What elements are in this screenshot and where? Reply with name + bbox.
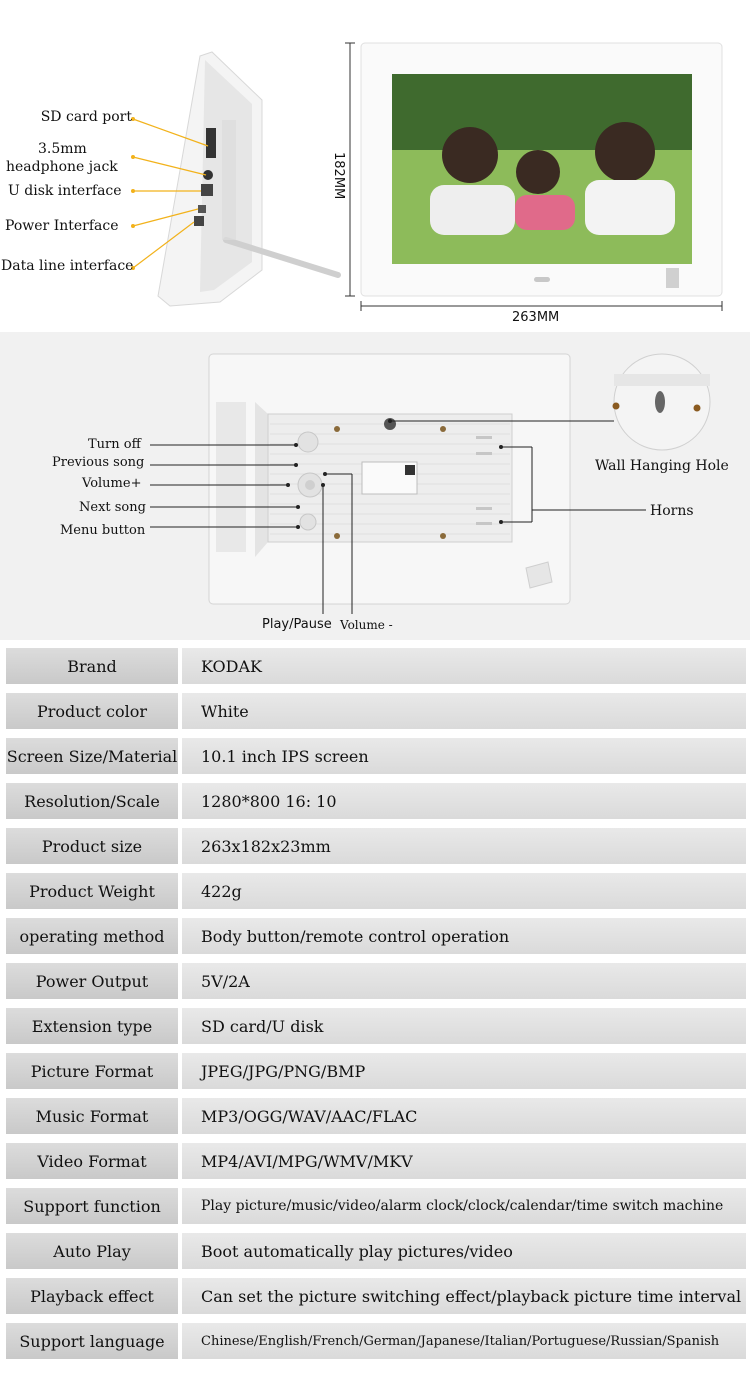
spec-value: White xyxy=(182,693,746,729)
headphone-jack-label-line1: 3.5mm xyxy=(38,141,87,157)
data-line-interface-label: Data line interface xyxy=(1,258,134,274)
spec-key: Extension type xyxy=(6,1008,178,1044)
spec-value: KODAK xyxy=(182,648,746,684)
volume-minus-label: Volume - xyxy=(340,618,393,632)
headphone-jack-label-line2: headphone jack xyxy=(6,159,118,175)
spec-row-playback-effect xyxy=(6,1278,746,1314)
horns-label: Horns xyxy=(650,503,694,519)
spec-row-product-size xyxy=(6,828,746,864)
spec-row-brand xyxy=(6,648,746,684)
spec-value: Play picture/music/video/alarm clock/clock/calendar/time switch machine xyxy=(182,1188,746,1224)
play-pause-label: Play/Pause xyxy=(262,617,332,632)
spec-row-product-weight xyxy=(6,873,746,909)
spec-value: MP4/AVI/MPG/WMV/MKV xyxy=(182,1143,746,1179)
spec-row-support-function xyxy=(6,1188,746,1224)
spec-value: Can set the picture switching effect/playback picture time interval xyxy=(182,1278,746,1314)
spec-value: 5V/2A xyxy=(182,963,746,999)
spec-value: Chinese/English/French/German/Japanese/Italian/Portuguese/Russian/Spanish xyxy=(182,1323,746,1359)
sd-card-port-label: SD card port xyxy=(40,109,132,125)
spec-value: Boot automatically play pictures/video xyxy=(182,1233,746,1269)
u-disk-interface-label: U disk interface xyxy=(8,183,122,199)
spec-value: 263x182x23mm xyxy=(182,828,746,864)
frame-back-view xyxy=(209,354,570,604)
next-song-label: Next song xyxy=(79,500,146,515)
spec-key: Resolution/Scale xyxy=(6,783,178,819)
spec-row-operating-method xyxy=(6,918,746,954)
frame-front-view xyxy=(361,43,722,296)
spec-value: JPEG/JPG/PNG/BMP xyxy=(182,1053,746,1089)
spec-value: 1280*800 16: 10 xyxy=(182,783,746,819)
power-interface-label: Power Interface xyxy=(5,218,119,234)
spec-key: Support language xyxy=(6,1323,178,1359)
turn-off-label: Turn off xyxy=(88,437,141,452)
spec-value: MP3/OGG/WAV/AAC/FLAC xyxy=(182,1098,746,1134)
spec-key: Video Format xyxy=(6,1143,178,1179)
side-front-view-section xyxy=(0,0,750,332)
spec-value: SD card/U disk xyxy=(182,1008,746,1044)
spec-key: operating method xyxy=(6,918,178,954)
spec-key: Power Output xyxy=(6,963,178,999)
back-view-section xyxy=(0,332,750,640)
spec-row-picture-format xyxy=(6,1053,746,1089)
spec-key: Support function xyxy=(6,1188,178,1224)
previous-song-label: Previous song xyxy=(52,455,145,470)
spec-row-auto-play xyxy=(6,1233,746,1269)
frame-side-view xyxy=(158,52,338,306)
spec-value: Body button/remote control operation xyxy=(182,918,746,954)
spec-key: Music Format xyxy=(6,1098,178,1134)
spec-table xyxy=(0,640,750,1374)
spec-value: 10.1 inch IPS screen xyxy=(182,738,746,774)
wall-hanging-hole-detail xyxy=(613,354,711,450)
spec-key: Product size xyxy=(6,828,178,864)
spec-key: Product color xyxy=(6,693,178,729)
spec-key: Screen Size/Material xyxy=(6,738,178,774)
width-dimension-label: 263MM xyxy=(512,310,560,325)
spec-key: Auto Play xyxy=(6,1233,178,1269)
wall-hanging-hole-label: Wall Hanging Hole xyxy=(595,458,729,474)
spec-row-power-output xyxy=(6,963,746,999)
spec-row-music-format xyxy=(6,1098,746,1134)
spec-row-product-color xyxy=(6,693,746,729)
height-dimension-label: 182MM xyxy=(331,152,346,200)
spec-row-resolution xyxy=(6,783,746,819)
spec-row-support-language xyxy=(6,1323,746,1359)
spec-key: Product Weight xyxy=(6,873,178,909)
spec-key: Picture Format xyxy=(6,1053,178,1089)
volume-plus-label: Volume+ xyxy=(82,476,142,491)
spec-value: 422g xyxy=(182,873,746,909)
menu-button-label: Menu button xyxy=(60,523,146,538)
spec-row-video-format xyxy=(6,1143,746,1179)
spec-row-extension-type xyxy=(6,1008,746,1044)
spec-key: Brand xyxy=(6,648,178,684)
spec-row-screen-size xyxy=(6,738,746,774)
spec-key: Playback effect xyxy=(6,1278,178,1314)
